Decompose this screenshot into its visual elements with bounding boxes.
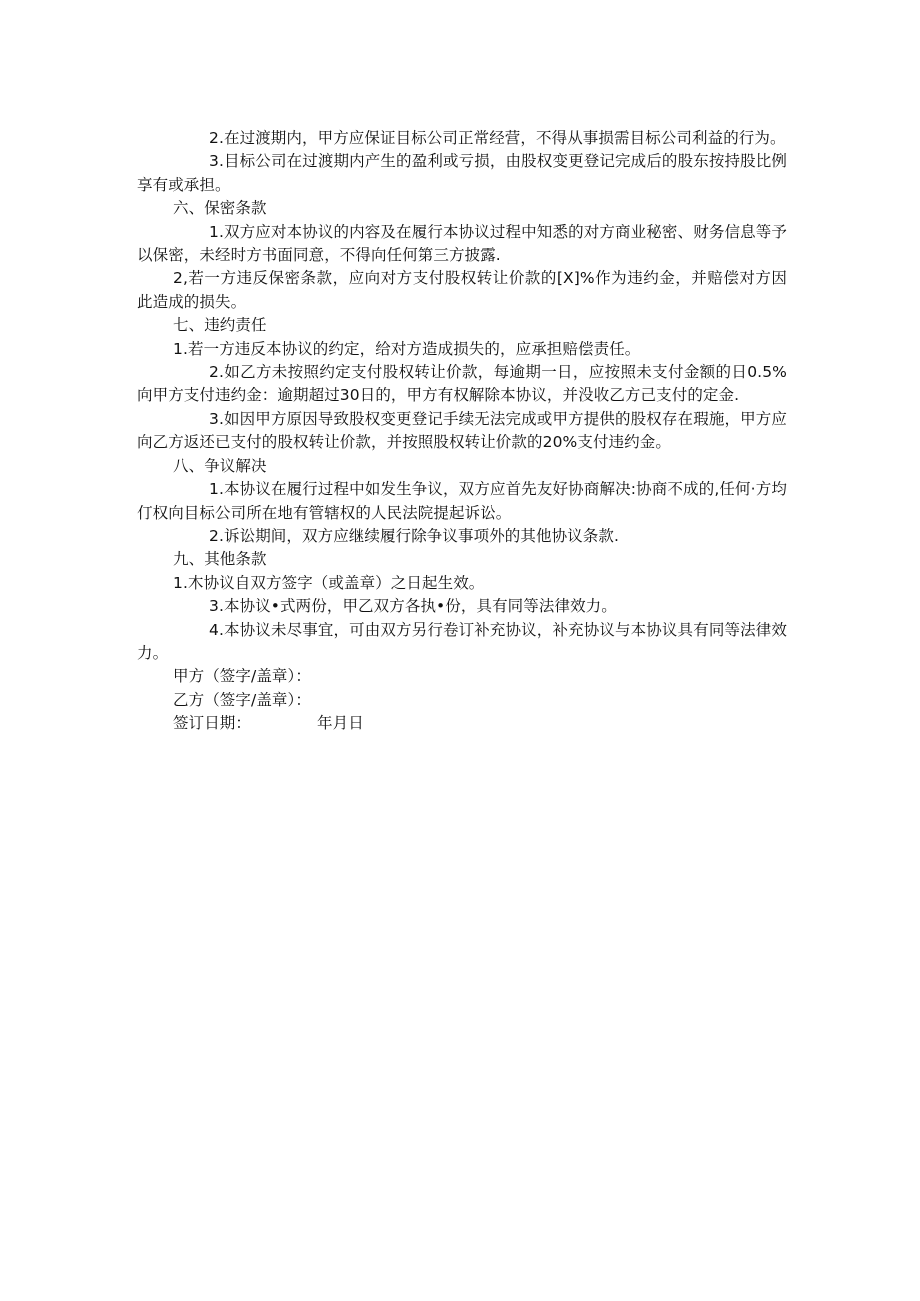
clause-number: 1 bbox=[209, 222, 219, 241]
clause-number: 3 bbox=[209, 409, 219, 428]
clause-number: 3 bbox=[209, 597, 219, 616]
clause-text: .目标公司在过渡期内产生的盈利或亏损，由股权变更登记完成后的股东按持股比例享有或承担。 bbox=[137, 152, 787, 194]
clause-6-2: 2,若一方违反保密条款，应向对方支付股权转让价款的[X]%作为违约金，并赔偿对方因此造成的损失。 bbox=[137, 269, 787, 311]
clause-number: 2 bbox=[209, 129, 219, 147]
clause-6-1 bbox=[137, 221, 787, 268]
date-blank bbox=[251, 712, 317, 735]
signature-party-a: 甲方（签字/盖章）： bbox=[173, 667, 311, 686]
clause-9-4 bbox=[137, 619, 787, 666]
document-body bbox=[137, 127, 787, 736]
clause-7-3 bbox=[137, 408, 787, 455]
clause-text: .如因甲方原因导致股权变更登记手续无法完成或甲方提供的股权存在瑕施，甲方应向乙方返还已支付的股权转让价款，并按照股权转让价款的20%支付违约金。 bbox=[137, 409, 787, 452]
section-heading-liability: 七、违约责任 bbox=[173, 316, 267, 335]
signing-date-label: 签订日期： bbox=[173, 714, 252, 733]
section-heading-confidentiality: 六、保密条款 bbox=[173, 199, 267, 218]
clause-text: .在过渡期内，甲方应保证目标公司正常经营，不得从事损需目标公司利益的行为。 bbox=[218, 129, 786, 147]
clause-number: 4 bbox=[209, 620, 219, 639]
clause-number: 1 bbox=[209, 480, 219, 499]
clause-number: 3 bbox=[209, 152, 219, 171]
clause-text: .双方应对本协议的内容及在履行本协议过程中知悉的对方商业秘密、财务信息等予以保密，未经时方书面同意，不得向任何第三方披露. bbox=[137, 222, 787, 265]
clause-text: .本协议•式两份，甲乙双方各执•份，具有同等法律效力。 bbox=[218, 597, 617, 616]
clause-7-1: 1.若一方违反本协议的约定，给对方造成损失的，应承担赔偿责任。 bbox=[173, 339, 641, 358]
clause-7-2 bbox=[137, 361, 787, 408]
clause-text: .本协议未尽事宜，可由双方另行卷订补充协议，补充协议与本协议具有同等法律效力。 bbox=[137, 620, 787, 662]
signature-party-b: 乙方（签字/盖章）： bbox=[173, 690, 311, 709]
section-heading-other: 九、其他条款 bbox=[173, 550, 267, 569]
clause-text: .本协议在履行过程中如发生争议，双方应首先友好协商解决:协商不成的,任何·方均仃权向目标公司所在地有管辖权的人民法院提起诉讼。 bbox=[137, 480, 787, 522]
clause-text: .诉讼期间，双方应继续履行除争议事项外的其他协议条款. bbox=[218, 526, 620, 545]
section-heading-dispute: 八、争议解决 bbox=[173, 456, 267, 475]
clause-8-1 bbox=[137, 478, 787, 525]
signing-date-value: 年月日 bbox=[317, 714, 364, 733]
clause-number: 2 bbox=[209, 363, 219, 382]
signing-date bbox=[137, 712, 787, 735]
clause-5-2 bbox=[137, 127, 787, 150]
clause-text: .如乙方未按照约定支付股权转让价款，每逾期一日，应按照未支付金额的日0.5%向甲方支付违约金：逾期超过30日的，甲方有权解除本协议，并没收乙方己支付的定金. bbox=[137, 363, 787, 405]
clause-number: 2 bbox=[209, 526, 219, 545]
clause-5-3 bbox=[137, 150, 787, 197]
clause-9-3 bbox=[137, 595, 787, 618]
clause-8-2 bbox=[137, 525, 787, 548]
clause-9-1: 1.木协议自双方签字（或盖章）之日起生效。 bbox=[173, 573, 485, 592]
